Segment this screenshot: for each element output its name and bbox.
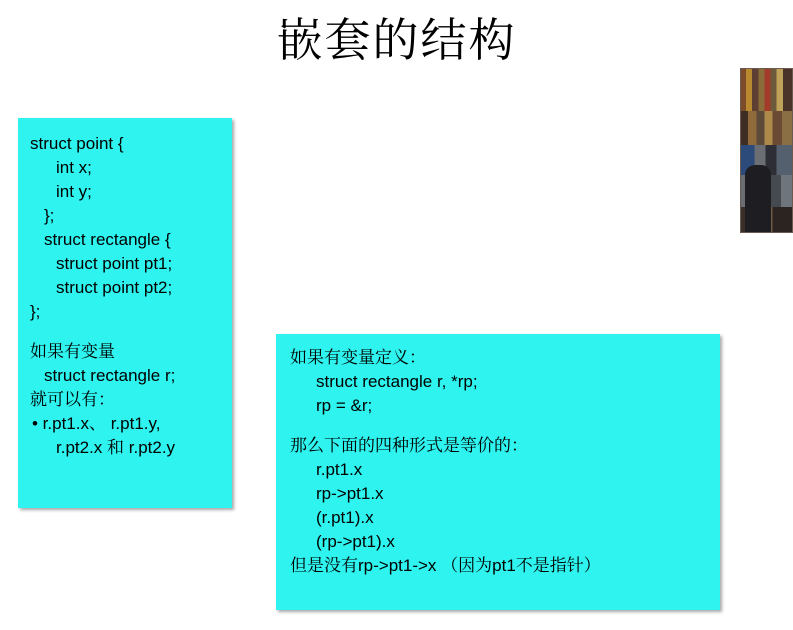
page-title: 嵌套的结构 (276, 13, 517, 67)
code-line: int y; (56, 182, 92, 201)
code-line: struct point pt1; (56, 254, 173, 273)
code-line: struct rectangle r; (44, 366, 176, 385)
code-line: struct rectangle { (44, 230, 171, 249)
example-line: struct rectangle r, *rp; (316, 372, 478, 391)
example-line: 如果有变量定义： (290, 348, 426, 367)
example-line: 但是没有rp->pt1->x （因为pt1不是指针） (290, 556, 601, 575)
bookshelf-row-1 (741, 69, 792, 111)
code-line: 如果有变量 (30, 342, 115, 361)
code-line: r.pt2.x 和 r.pt2.y (56, 438, 176, 457)
example-line: 那么下面的四种形式是等价的： (290, 436, 528, 455)
code-line: 就可以有： (30, 390, 115, 409)
example-line: rp->pt1.x (316, 484, 384, 503)
example-line: rp = &r; (316, 396, 373, 415)
code-line-blank (30, 324, 222, 340)
example-line-blank (290, 418, 710, 434)
code-line: }; (30, 302, 41, 321)
person-silhouette (745, 165, 771, 233)
example-line: (r.pt1).x (316, 508, 374, 527)
example-line: r.pt1.x (316, 460, 363, 479)
code-definition-box (18, 118, 232, 508)
presenter-photo (740, 68, 793, 233)
example-usage-box (276, 334, 720, 610)
code-line: }; (44, 206, 55, 225)
bookshelf-row-2 (741, 111, 792, 145)
code-line: struct point pt2; (56, 278, 173, 297)
code-line: struct point { (30, 134, 124, 153)
code-line: • r.pt1.x、 r.pt1.y, (32, 414, 161, 433)
example-line: (rp->pt1).x (316, 532, 395, 551)
code-line: int x; (56, 158, 92, 177)
